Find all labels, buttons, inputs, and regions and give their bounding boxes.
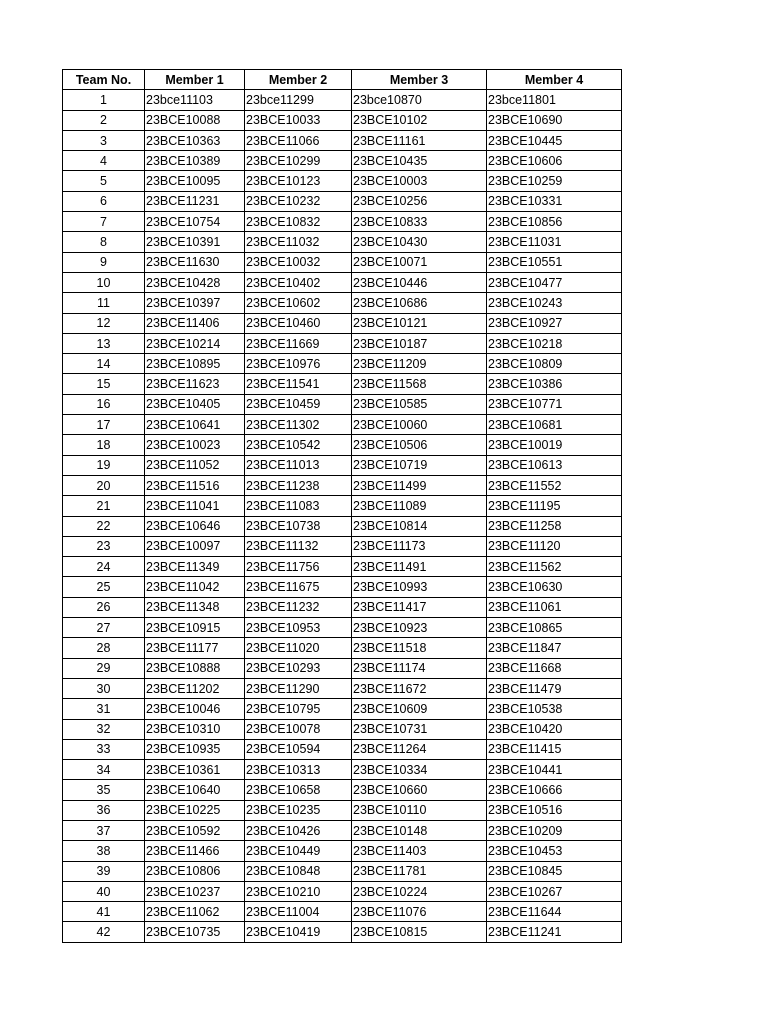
member-2-cell: 23BCE11675 — [245, 577, 352, 597]
member-2-cell: 23BCE11302 — [245, 415, 352, 435]
member-1-cell: 23BCE10935 — [145, 739, 245, 759]
member-4-cell: 23BCE11258 — [487, 516, 622, 536]
member-2-cell: 23BCE10542 — [245, 435, 352, 455]
team-number-cell: 8 — [63, 232, 145, 252]
member-4-cell: 23BCE10386 — [487, 374, 622, 394]
member-3-cell: 23BCE10815 — [352, 922, 487, 942]
member-3-cell: 23BCE10609 — [352, 699, 487, 719]
member-3-cell: 23BCE10224 — [352, 881, 487, 901]
member-2-cell: 23BCE10953 — [245, 618, 352, 638]
table-row — [63, 739, 622, 759]
table-row — [63, 881, 622, 901]
table-row — [63, 780, 622, 800]
table-row — [63, 516, 622, 536]
member-1-cell: 23BCE11516 — [145, 475, 245, 495]
member-1-cell: 23BCE10095 — [145, 171, 245, 191]
table-row — [63, 151, 622, 171]
team-number-cell: 5 — [63, 171, 145, 191]
member-1-cell: 23BCE10097 — [145, 536, 245, 556]
table-row — [63, 415, 622, 435]
member-2-cell: 23BCE10594 — [245, 739, 352, 759]
member-2-cell: 23BCE11066 — [245, 130, 352, 150]
member-4-cell: 23BCE11120 — [487, 536, 622, 556]
member-1-cell: 23BCE10646 — [145, 516, 245, 536]
member-2-cell: 23BCE11083 — [245, 496, 352, 516]
member-1-cell: 23BCE11406 — [145, 313, 245, 333]
member-3-cell: 23BCE10814 — [352, 516, 487, 536]
team-number-cell: 21 — [63, 496, 145, 516]
member-2-cell: 23BCE11238 — [245, 475, 352, 495]
team-number-cell: 13 — [63, 333, 145, 353]
member-3-cell: 23BCE11568 — [352, 374, 487, 394]
member-2-cell: 23BCE10426 — [245, 820, 352, 840]
team-number-cell: 9 — [63, 252, 145, 272]
member-3-cell: 23BCE10060 — [352, 415, 487, 435]
team-number-cell: 12 — [63, 313, 145, 333]
member-1-cell: 23BCE11349 — [145, 557, 245, 577]
header-member-2: Member 2 — [245, 70, 352, 90]
member-4-cell: 23BCE10606 — [487, 151, 622, 171]
member-4-cell: 23BCE10259 — [487, 171, 622, 191]
member-1-cell: 23BCE10391 — [145, 232, 245, 252]
member-3-cell: 23BCE11076 — [352, 902, 487, 922]
team-number-cell: 28 — [63, 638, 145, 658]
member-3-cell: 23BCE10435 — [352, 151, 487, 171]
table-row — [63, 820, 622, 840]
member-4-cell: 23BCE10681 — [487, 415, 622, 435]
team-number-cell: 38 — [63, 841, 145, 861]
team-number-cell: 25 — [63, 577, 145, 597]
member-3-cell: 23BCE10446 — [352, 272, 487, 292]
member-4-cell: 23BCE10218 — [487, 333, 622, 353]
table-row — [63, 800, 622, 820]
member-3-cell: 23BCE10585 — [352, 394, 487, 414]
table-row — [63, 638, 622, 658]
team-number-cell: 19 — [63, 455, 145, 475]
table-row — [63, 171, 622, 191]
member-2-cell: 23BCE11290 — [245, 678, 352, 698]
member-2-cell: 23BCE10235 — [245, 800, 352, 820]
team-number-cell: 11 — [63, 293, 145, 313]
team-number-cell: 2 — [63, 110, 145, 130]
member-4-cell: 23BCE11195 — [487, 496, 622, 516]
member-4-cell: 23BCE10243 — [487, 293, 622, 313]
table-row — [63, 130, 622, 150]
member-1-cell: 23BCE11623 — [145, 374, 245, 394]
table-row — [63, 496, 622, 516]
member-4-cell: 23BCE10477 — [487, 272, 622, 292]
team-roster-table — [62, 69, 622, 943]
member-3-cell: 23BCE10187 — [352, 333, 487, 353]
member-3-cell: 23BCE10506 — [352, 435, 487, 455]
member-2-cell: 23BCE10078 — [245, 719, 352, 739]
table-row — [63, 475, 622, 495]
member-1-cell: 23BCE10214 — [145, 333, 245, 353]
member-3-cell: 23BCE10430 — [352, 232, 487, 252]
member-1-cell: 23BCE11062 — [145, 902, 245, 922]
header-member-4: Member 4 — [487, 70, 622, 90]
member-1-cell: 23BCE10405 — [145, 394, 245, 414]
member-3-cell: 23BCE11209 — [352, 354, 487, 374]
member-4-cell: 23BCE10331 — [487, 191, 622, 211]
member-1-cell: 23BCE10888 — [145, 658, 245, 678]
member-2-cell: 23BCE10848 — [245, 861, 352, 881]
team-number-cell: 33 — [63, 739, 145, 759]
member-1-cell: 23BCE10023 — [145, 435, 245, 455]
member-3-cell: 23BCE10003 — [352, 171, 487, 191]
member-3-cell: 23BCE11672 — [352, 678, 487, 698]
member-2-cell: 23BCE10795 — [245, 699, 352, 719]
member-2-cell: 23BCE10033 — [245, 110, 352, 130]
member-1-cell: 23bce11103 — [145, 90, 245, 110]
table-row — [63, 394, 622, 414]
member-2-cell: 23bce11299 — [245, 90, 352, 110]
team-number-cell: 7 — [63, 212, 145, 232]
member-3-cell: 23BCE10731 — [352, 719, 487, 739]
member-4-cell: 23BCE10809 — [487, 354, 622, 374]
table-row — [63, 232, 622, 252]
member-3-cell: 23BCE11781 — [352, 861, 487, 881]
team-number-cell: 40 — [63, 881, 145, 901]
member-4-cell: 23BCE10420 — [487, 719, 622, 739]
member-1-cell: 23BCE10640 — [145, 780, 245, 800]
member-4-cell: 23BCE10019 — [487, 435, 622, 455]
team-number-cell: 4 — [63, 151, 145, 171]
team-number-cell: 26 — [63, 597, 145, 617]
member-3-cell: 23BCE11174 — [352, 658, 487, 678]
member-3-cell: 23BCE11499 — [352, 475, 487, 495]
member-3-cell: 23BCE10102 — [352, 110, 487, 130]
team-number-cell: 39 — [63, 861, 145, 881]
team-number-cell: 32 — [63, 719, 145, 739]
member-2-cell: 23BCE11004 — [245, 902, 352, 922]
table-row — [63, 699, 622, 719]
member-4-cell: 23BCE10856 — [487, 212, 622, 232]
member-2-cell: 23BCE10449 — [245, 841, 352, 861]
team-number-cell: 14 — [63, 354, 145, 374]
member-3-cell: 23BCE11173 — [352, 536, 487, 556]
team-number-cell: 6 — [63, 191, 145, 211]
table-row — [63, 861, 622, 881]
table-row — [63, 293, 622, 313]
table-row — [63, 577, 622, 597]
member-2-cell: 23BCE11013 — [245, 455, 352, 475]
member-4-cell: 23BCE10845 — [487, 861, 622, 881]
table-row — [63, 719, 622, 739]
member-2-cell: 23BCE10976 — [245, 354, 352, 374]
member-1-cell: 23BCE11041 — [145, 496, 245, 516]
member-2-cell: 23BCE10460 — [245, 313, 352, 333]
member-3-cell: 23BCE10993 — [352, 577, 487, 597]
member-4-cell: 23BCE10927 — [487, 313, 622, 333]
member-4-cell: 23bce11801 — [487, 90, 622, 110]
table-row — [63, 536, 622, 556]
member-2-cell: 23BCE11756 — [245, 557, 352, 577]
member-4-cell: 23BCE10267 — [487, 881, 622, 901]
team-number-cell: 18 — [63, 435, 145, 455]
member-4-cell: 23BCE11847 — [487, 638, 622, 658]
member-1-cell: 23BCE10225 — [145, 800, 245, 820]
team-number-cell: 31 — [63, 699, 145, 719]
member-4-cell: 23BCE10441 — [487, 760, 622, 780]
member-4-cell: 23BCE10666 — [487, 780, 622, 800]
table-row — [63, 455, 622, 475]
table-row — [63, 272, 622, 292]
team-number-cell: 3 — [63, 130, 145, 150]
member-1-cell: 23BCE10592 — [145, 820, 245, 840]
table-row — [63, 760, 622, 780]
header-team-no: Team No. — [63, 70, 145, 90]
member-4-cell: 23BCE10690 — [487, 110, 622, 130]
member-2-cell: 23BCE11669 — [245, 333, 352, 353]
member-1-cell: 23BCE10361 — [145, 760, 245, 780]
member-1-cell: 23BCE10237 — [145, 881, 245, 901]
header-row — [63, 70, 622, 90]
member-1-cell: 23BCE10806 — [145, 861, 245, 881]
table-row — [63, 212, 622, 232]
member-1-cell: 23BCE10389 — [145, 151, 245, 171]
member-1-cell: 23BCE10088 — [145, 110, 245, 130]
member-2-cell: 23BCE11232 — [245, 597, 352, 617]
member-2-cell: 23BCE10832 — [245, 212, 352, 232]
member-4-cell: 23BCE11562 — [487, 557, 622, 577]
member-3-cell: 23BCE10256 — [352, 191, 487, 211]
team-number-cell: 20 — [63, 475, 145, 495]
table-row — [63, 110, 622, 130]
table-row — [63, 354, 622, 374]
member-4-cell: 23BCE11415 — [487, 739, 622, 759]
member-1-cell: 23BCE11052 — [145, 455, 245, 475]
header-member-3: Member 3 — [352, 70, 487, 90]
team-number-cell: 24 — [63, 557, 145, 577]
member-1-cell: 23BCE10046 — [145, 699, 245, 719]
roster-body — [63, 90, 622, 942]
member-3-cell: 23BCE10719 — [352, 455, 487, 475]
table-row — [63, 252, 622, 272]
member-1-cell: 23BCE11177 — [145, 638, 245, 658]
member-3-cell: 23BCE10121 — [352, 313, 487, 333]
member-2-cell: 23BCE10123 — [245, 171, 352, 191]
member-4-cell: 23BCE10445 — [487, 130, 622, 150]
member-3-cell: 23BCE11264 — [352, 739, 487, 759]
team-number-cell: 29 — [63, 658, 145, 678]
member-2-cell: 23BCE10210 — [245, 881, 352, 901]
member-2-cell: 23BCE10299 — [245, 151, 352, 171]
member-1-cell: 23BCE10310 — [145, 719, 245, 739]
member-3-cell: 23BCE10071 — [352, 252, 487, 272]
member-1-cell: 23BCE10397 — [145, 293, 245, 313]
member-2-cell: 23BCE10658 — [245, 780, 352, 800]
member-1-cell: 23BCE10915 — [145, 618, 245, 638]
member-2-cell: 23BCE11541 — [245, 374, 352, 394]
team-number-cell: 34 — [63, 760, 145, 780]
member-2-cell: 23BCE10293 — [245, 658, 352, 678]
member-2-cell: 23BCE10402 — [245, 272, 352, 292]
member-4-cell: 23BCE10209 — [487, 820, 622, 840]
team-number-cell: 41 — [63, 902, 145, 922]
member-3-cell: 23BCE10660 — [352, 780, 487, 800]
member-3-cell: 23BCE11403 — [352, 841, 487, 861]
header-member-1: Member 1 — [145, 70, 245, 90]
member-1-cell: 23BCE11630 — [145, 252, 245, 272]
team-number-cell: 16 — [63, 394, 145, 414]
team-number-cell: 23 — [63, 536, 145, 556]
table-row — [63, 374, 622, 394]
member-3-cell: 23BCE11417 — [352, 597, 487, 617]
table-row — [63, 435, 622, 455]
member-1-cell: 23BCE10641 — [145, 415, 245, 435]
table-row — [63, 902, 622, 922]
team-number-cell: 42 — [63, 922, 145, 942]
member-3-cell: 23BCE10686 — [352, 293, 487, 313]
member-1-cell: 23BCE10895 — [145, 354, 245, 374]
team-number-cell: 15 — [63, 374, 145, 394]
member-3-cell: 23BCE11491 — [352, 557, 487, 577]
member-4-cell: 23BCE11644 — [487, 902, 622, 922]
table-row — [63, 922, 622, 942]
table-row — [63, 191, 622, 211]
table-row — [63, 658, 622, 678]
member-3-cell: 23BCE11518 — [352, 638, 487, 658]
member-1-cell: 23BCE11202 — [145, 678, 245, 698]
member-4-cell: 23BCE10865 — [487, 618, 622, 638]
member-3-cell: 23BCE10833 — [352, 212, 487, 232]
member-4-cell: 23BCE10453 — [487, 841, 622, 861]
member-4-cell: 23BCE10771 — [487, 394, 622, 414]
member-3-cell: 23BCE10110 — [352, 800, 487, 820]
member-4-cell: 23BCE11061 — [487, 597, 622, 617]
member-4-cell: 23BCE11031 — [487, 232, 622, 252]
member-2-cell: 23BCE10602 — [245, 293, 352, 313]
member-4-cell: 23BCE11479 — [487, 678, 622, 698]
table-row — [63, 313, 622, 333]
team-number-cell: 10 — [63, 272, 145, 292]
member-1-cell: 23BCE11042 — [145, 577, 245, 597]
member-1-cell: 23BCE10428 — [145, 272, 245, 292]
team-number-cell: 37 — [63, 820, 145, 840]
member-1-cell: 23BCE11348 — [145, 597, 245, 617]
member-3-cell: 23BCE11161 — [352, 130, 487, 150]
team-number-cell: 1 — [63, 90, 145, 110]
member-2-cell: 23BCE10419 — [245, 922, 352, 942]
team-number-cell: 30 — [63, 678, 145, 698]
team-number-cell: 35 — [63, 780, 145, 800]
member-3-cell: 23BCE10923 — [352, 618, 487, 638]
member-1-cell: 23BCE10754 — [145, 212, 245, 232]
member-3-cell: 23BCE10334 — [352, 760, 487, 780]
member-2-cell: 23BCE10032 — [245, 252, 352, 272]
member-2-cell: 23BCE10313 — [245, 760, 352, 780]
member-4-cell: 23BCE11552 — [487, 475, 622, 495]
table-row — [63, 90, 622, 110]
member-1-cell: 23BCE10363 — [145, 130, 245, 150]
team-number-cell: 17 — [63, 415, 145, 435]
member-2-cell: 23BCE10459 — [245, 394, 352, 414]
member-4-cell: 23BCE10516 — [487, 800, 622, 820]
team-number-cell: 27 — [63, 618, 145, 638]
table-row — [63, 333, 622, 353]
member-2-cell: 23BCE10232 — [245, 191, 352, 211]
team-number-cell: 36 — [63, 800, 145, 820]
member-4-cell: 23BCE10613 — [487, 455, 622, 475]
table-row — [63, 618, 622, 638]
member-2-cell: 23BCE11132 — [245, 536, 352, 556]
member-2-cell: 23BCE10738 — [245, 516, 352, 536]
member-4-cell: 23BCE10630 — [487, 577, 622, 597]
member-1-cell: 23BCE11231 — [145, 191, 245, 211]
table-row — [63, 597, 622, 617]
member-3-cell: 23BCE10148 — [352, 820, 487, 840]
table-row — [63, 841, 622, 861]
table-row — [63, 557, 622, 577]
member-4-cell: 23BCE10551 — [487, 252, 622, 272]
member-2-cell: 23BCE11032 — [245, 232, 352, 252]
member-4-cell: 23BCE10538 — [487, 699, 622, 719]
member-4-cell: 23BCE11241 — [487, 922, 622, 942]
member-3-cell: 23bce10870 — [352, 90, 487, 110]
member-1-cell: 23BCE11466 — [145, 841, 245, 861]
member-2-cell: 23BCE11020 — [245, 638, 352, 658]
table-row — [63, 678, 622, 698]
team-number-cell: 22 — [63, 516, 145, 536]
member-3-cell: 23BCE11089 — [352, 496, 487, 516]
member-4-cell: 23BCE11668 — [487, 658, 622, 678]
member-1-cell: 23BCE10735 — [145, 922, 245, 942]
